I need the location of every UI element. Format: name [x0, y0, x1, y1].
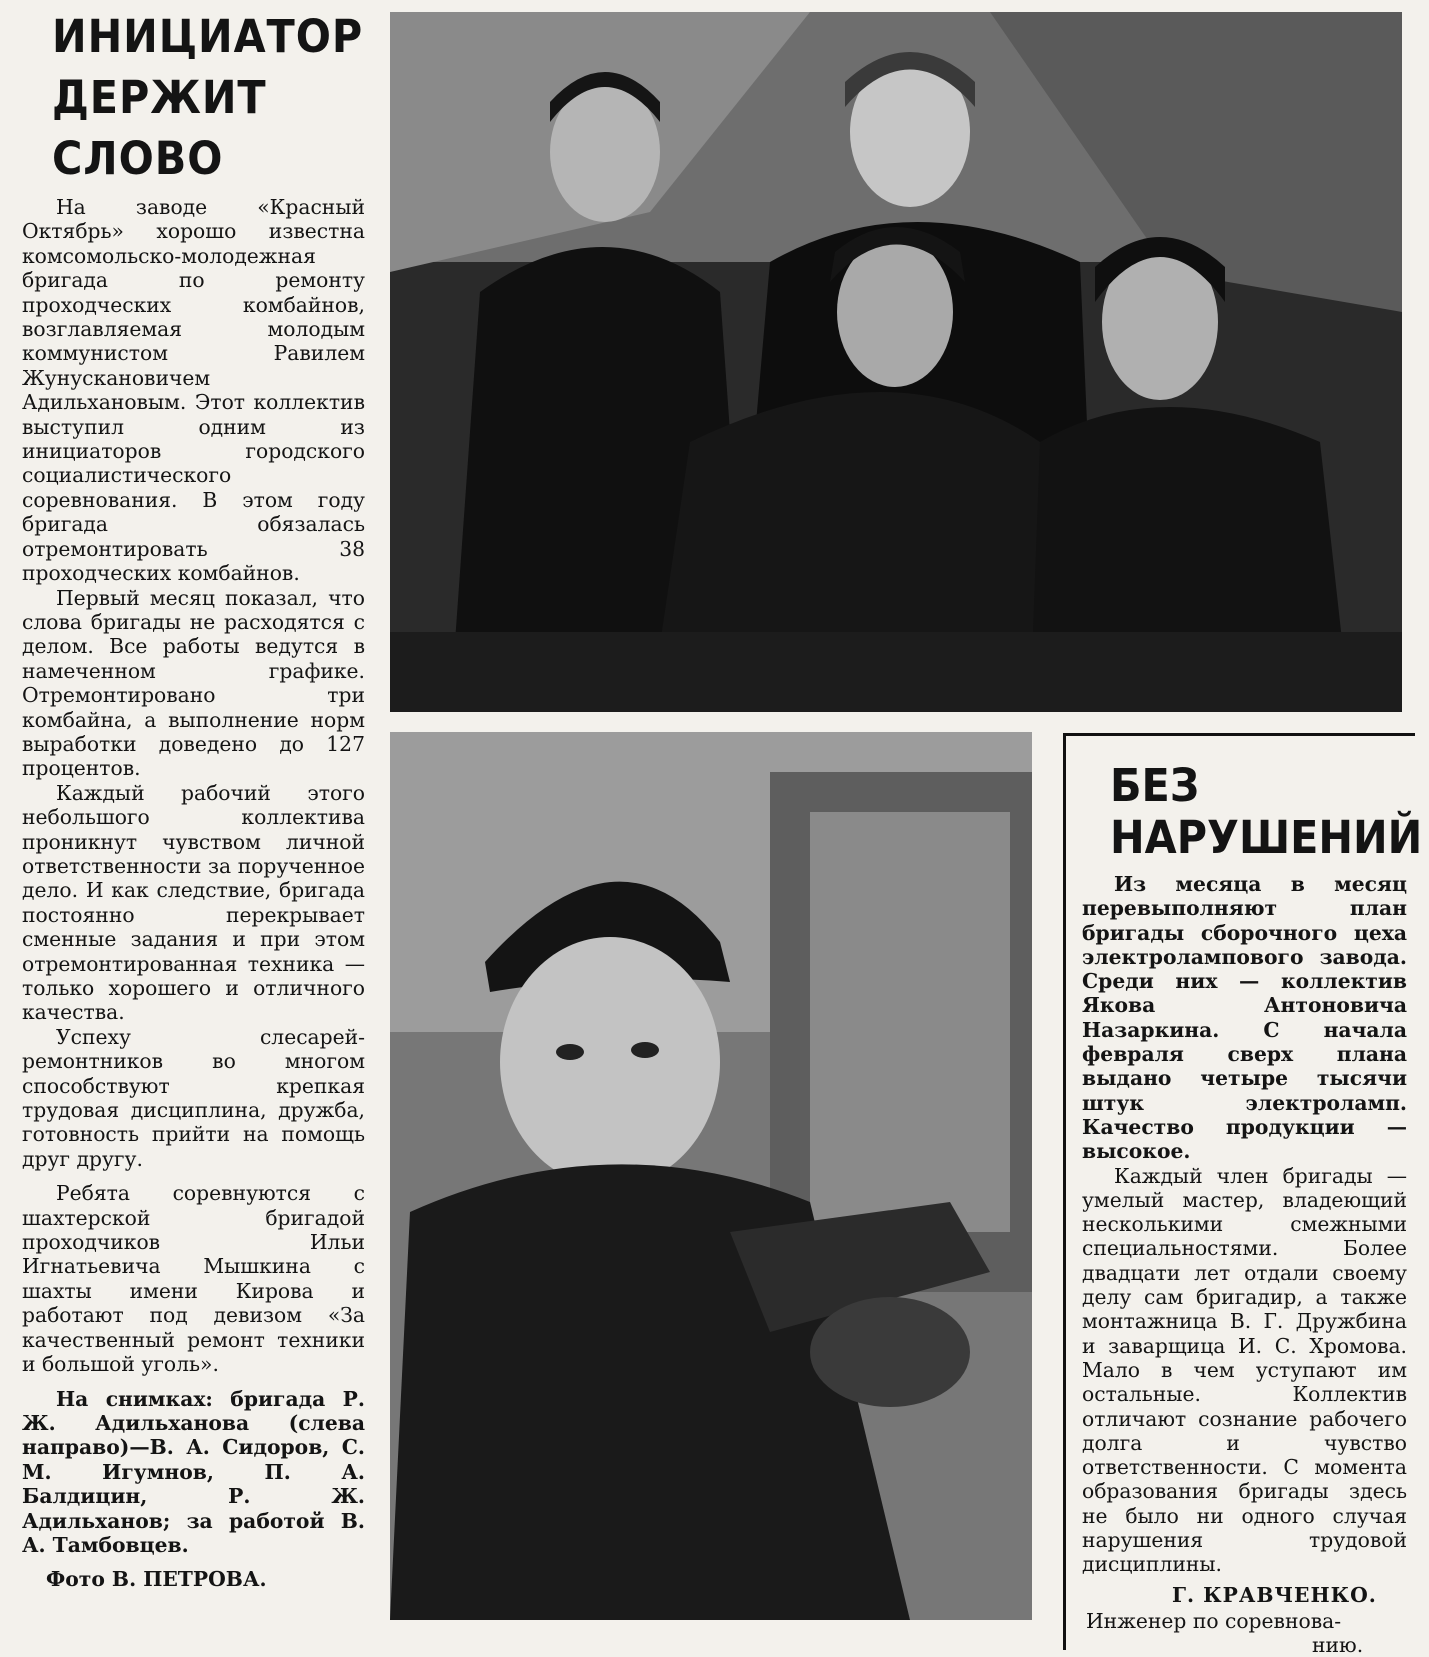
- photo-brigade-group-image: [390, 12, 1402, 712]
- paragraph-3: Каждый рабочий этого небольшого коллектива проникнут чувством личной ответственности за порученное дело. И как следствие, бригада постоянно перекрывает сменные задания и при этом отремонтированная техника — только хорошего и отличного качества.: [22, 780, 365, 1025]
- article2-author: Г. КРАВЧЕНКО.: [1172, 1582, 1377, 1607]
- article-inicziator: [22, 0, 365, 1650]
- paragraph-5: Ребята соревнуются с шахтерской бригадой проходчиков Ильи Игнатьевича Мышкина с шахты имени Кирова и работают под девизом «За качественный ремонт техники и большой уголь».: [22, 1181, 365, 1377]
- headline-line-3: СЛОВО: [52, 132, 224, 185]
- article-bez-narusheniy: [1063, 733, 1423, 1657]
- photo-brigade-group: [390, 12, 1402, 712]
- headline2-line-1: БЕЗ: [1110, 759, 1200, 812]
- headline-line-2: ДЕРЖИТ: [52, 71, 267, 124]
- article2-author-role: Инженер по соревнова-: [1086, 1608, 1342, 1633]
- photo-worker-image: [390, 732, 1032, 1620]
- article2-body: Каждый член бригады — умелый мастер, владеющий несколькими смежными специальностями. Более двадцати лет отдали своему делу сам бригадир, а также монтажница В. Г. Дружбина и заварщица И. С. Хромова. Мало в чем уступают им остальные. Коллектив отличают сознание рабочего долга и чувство ответственности. С момента образования бригады здесь не было ни одного случая нарушения трудовой дисциплины.: [1082, 1163, 1407, 1577]
- article-headline: [52, 6, 364, 189]
- article2-lead: Из месяца в месяц перевыполняют план бригады сборочного цеха электролампового завода. Среди них — коллектив Якова Антоновича Назаркина. С начала февраля сверх плана выдано четыре тысячи штук электроламп. Качество продукции — высокое.: [1082, 872, 1407, 1164]
- paragraph-1: На заводе «Красный Октябрь» хорошо известна комсомольско-молодежная бригада по ремонту проходческих комбайнов, возглавляемая молодым коммунистом Равилем Жунускановичем Адильхановым. Этот коллектив выступил одним из инициаторов городского социалистического соревнования. В этом году бригада обязалась отремонтировать 38 проходческих комбайнов.: [22, 195, 365, 586]
- article2-author-role-cont: нию.: [1312, 1632, 1364, 1657]
- article2-headline: [1110, 759, 1423, 864]
- photo-caption: На снимках: бригада Р. Ж. Адильханова (слева направо)—В. А. Сидоров, С. М. Игумнов, П. А. Балдицин, Р. Ж. Адильханов; за работой В. А. Тамбовцев.: [22, 1386, 365, 1557]
- photo-worker: [390, 732, 1032, 1620]
- paragraph-2: Первый месяц показал, что слова бригады не расходятся с делом. Все работы ведутся в намеченном графике. Отремонтировано три комбайна, а выполнение норм выработки доведено до 127 процентов.: [22, 585, 365, 781]
- paragraph-4: Успеху слесарей-ремонтников во многом способствуют крепкая трудовая дисциплина, дружба, готовность прийти на помощь друг другу.: [22, 1024, 365, 1171]
- headline2-line-2: НАРУШЕНИЙ: [1110, 811, 1423, 864]
- photo-credit: Фото В. ПЕТРОВА.: [46, 1567, 267, 1592]
- headline-line-1: ИНИЦИАТОР: [52, 10, 364, 63]
